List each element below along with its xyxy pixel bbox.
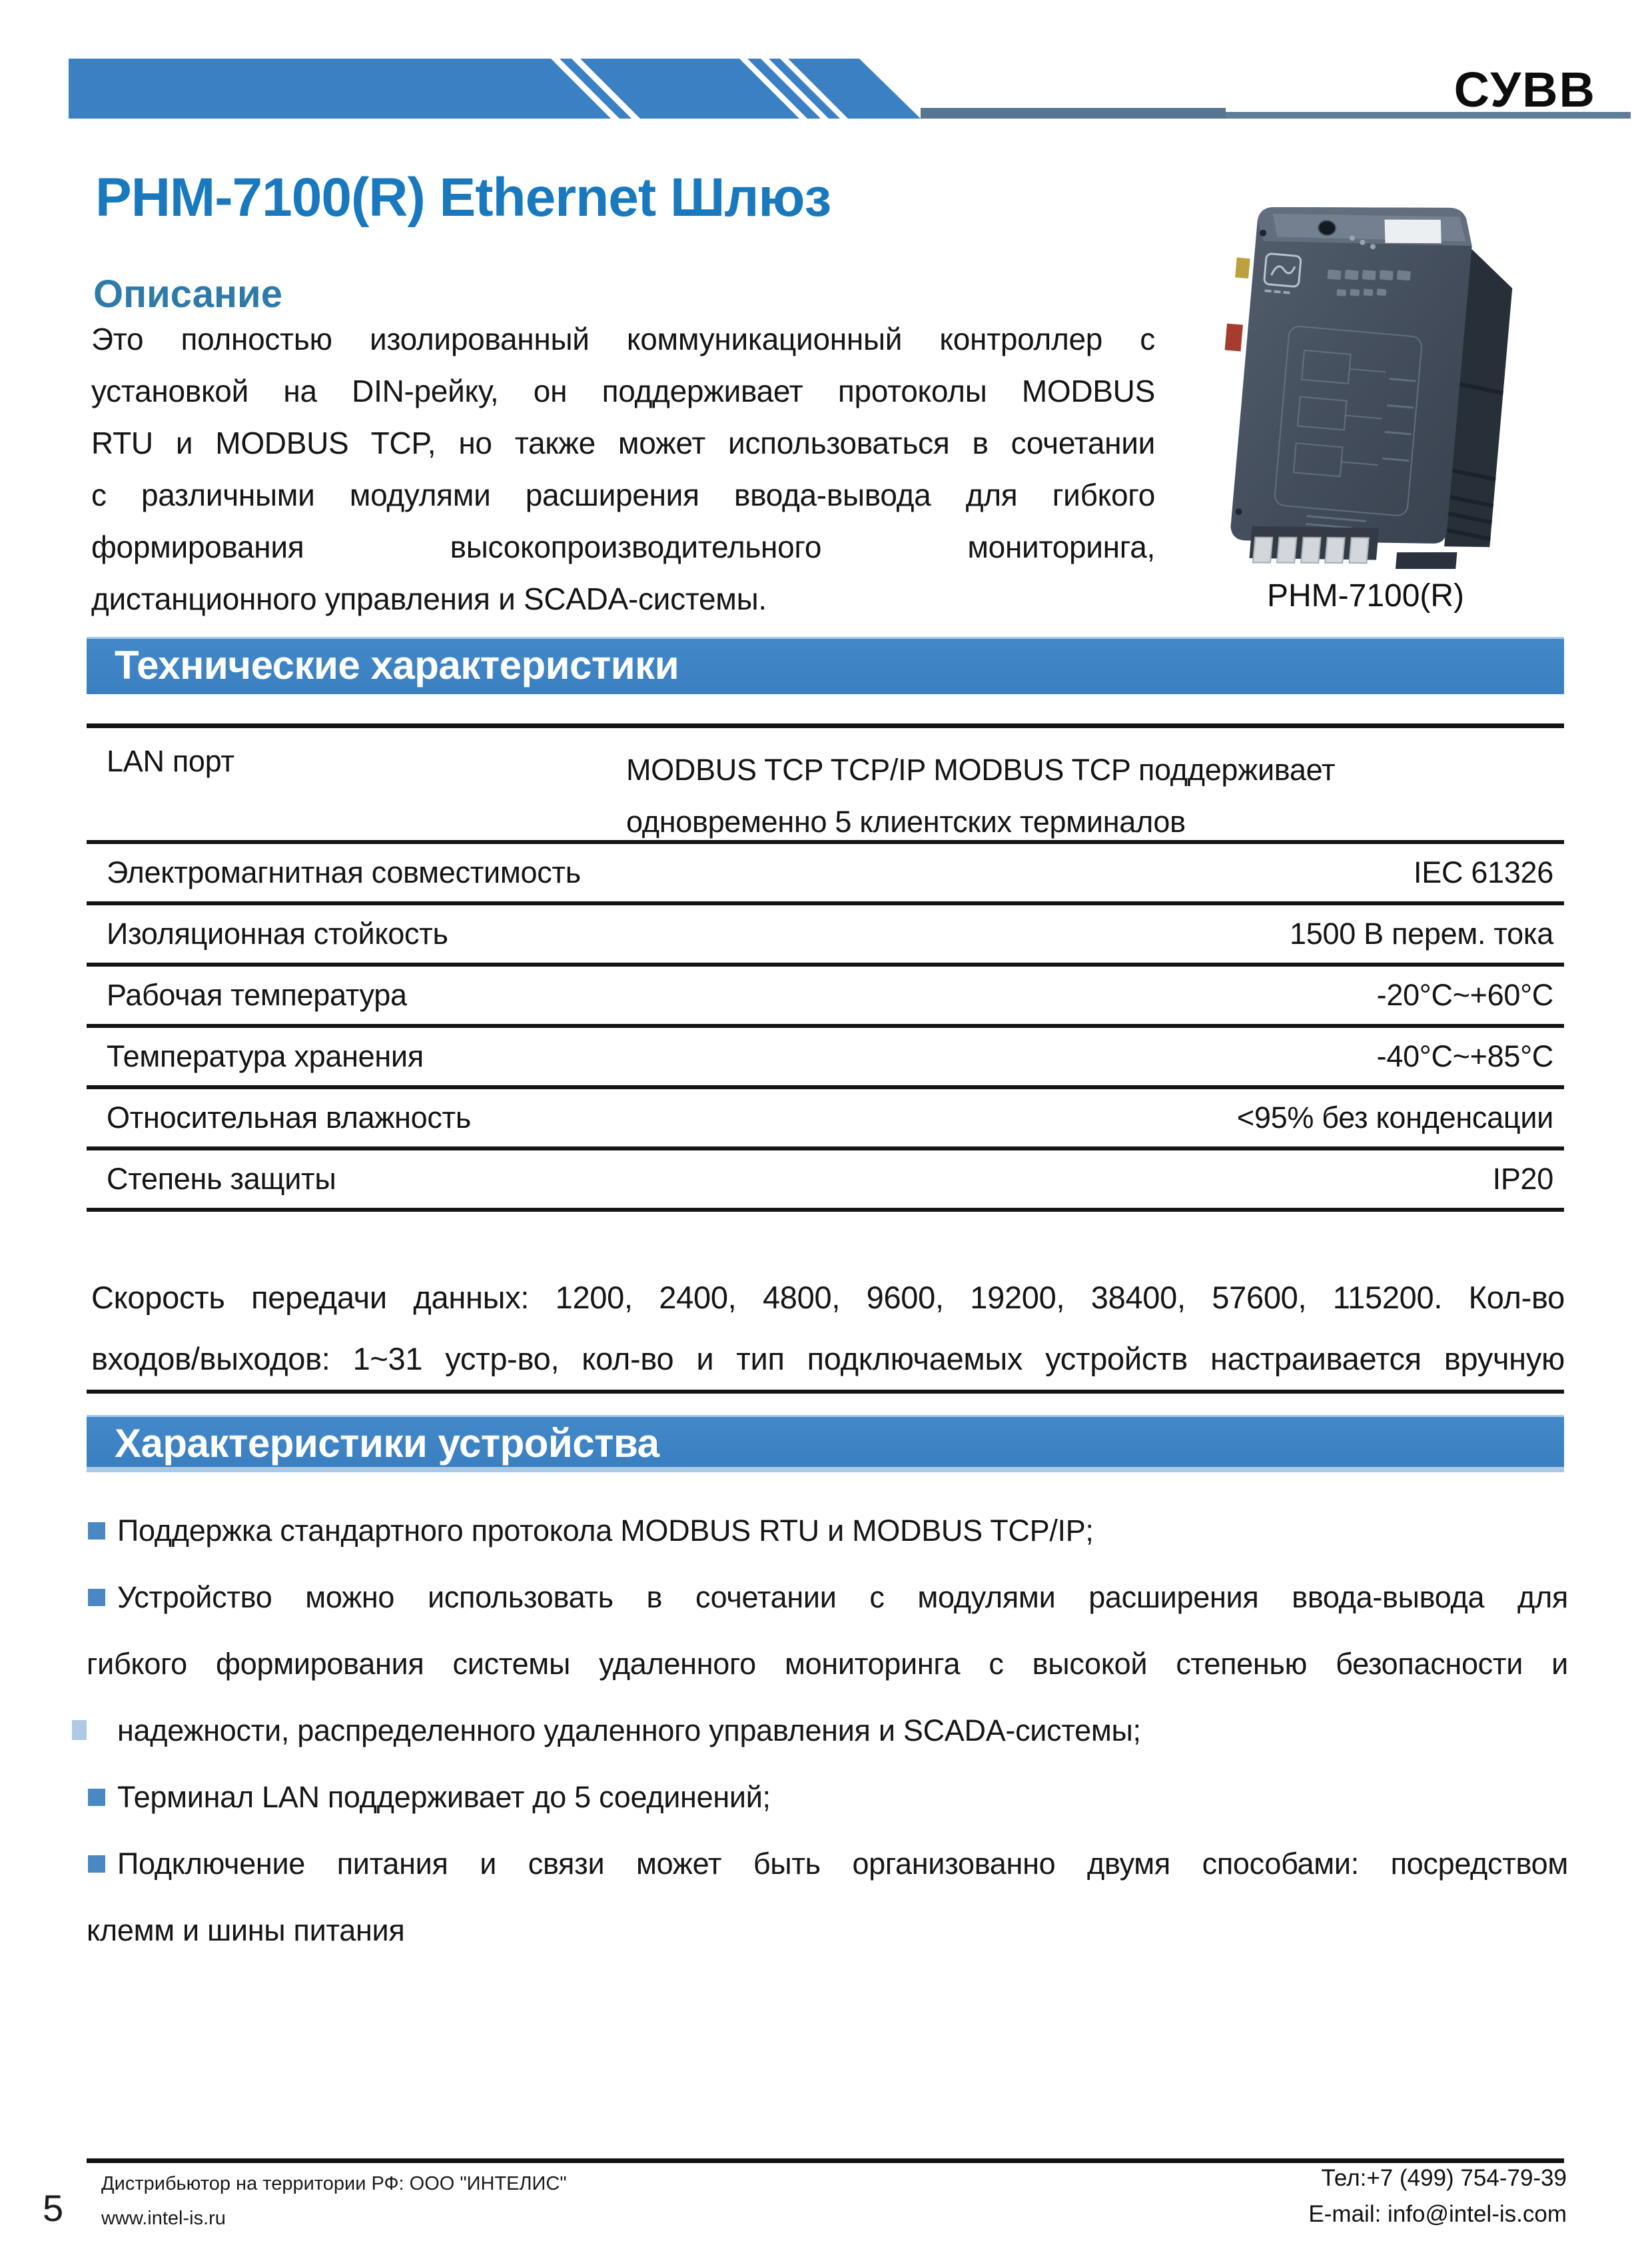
spec-row [87,728,1564,844]
product-figure [1192,176,1539,614]
text-line: Скорость передачи данных: 1200, 2400, 4800, 9600, 19200, 38400, 57600, 115200. Кол-во [91,1280,1565,1315]
features-section-header: Характеристики устройства [87,1415,1564,1472]
footer-phone: Тел:+7 (499) 754-79-39 [1321,2165,1567,2191]
spec-row [87,1089,1564,1150]
footer-rule [87,2158,1564,2163]
spec-label: Изоляционная стойкость [107,917,448,951]
header-banner [0,0,1652,127]
feature-line: надежности, распределенного удаленного управления и SCADA-системы; [87,1697,1568,1764]
bullet-square-icon [72,1720,87,1740]
text-line: с различными модулями расширения ввода-вывода для гибкого [91,478,1155,512]
description-paragraph [91,313,1155,625]
spec-value: <95% без конденсации [1236,1101,1553,1134]
brand-logo-text: СУВВ [1453,62,1596,117]
spec-label: LAN порт [107,744,234,778]
divider-rule [87,1390,1564,1394]
text-line: дистанционного управления и SCADA-системы. [91,582,767,616]
feature-list [87,1498,1568,1964]
page-title: PHM-7100(R) Ethernet Шлюз [95,167,831,228]
feature-line: Подключение питания и связи может быть организованно двумя способами: посредством [87,1831,1568,1897]
text-line: формирования высокопроизводительного мониторинга, [91,530,1155,564]
feature-line: Терминал LAN поддерживает до 5 соединений; [87,1764,1568,1831]
page-number: 5 [43,2187,64,2229]
spec-label: Степень защиты [107,1162,336,1196]
spec-label: Температура хранения [107,1039,424,1073]
feature-line: Поддержка стандартного протокола MODBUS RTU и MODBUS TCP/IP; [87,1498,1568,1564]
bullet-square-icon [88,1789,105,1806]
text-line: установкой на DIN-рейку, он поддерживает протоколы MODBUS [91,374,1155,408]
feature-line: Устройство можно использовать в сочетании с модулями расширения ввода-вывода для [87,1564,1568,1631]
spec-value: 1500 В перем. тока [1290,917,1553,951]
spec-label: Рабочая температура [107,978,407,1012]
spec-row [87,1028,1564,1089]
spec-row [87,1150,1564,1212]
bullet-square-icon [88,1855,105,1873]
speed-note-paragraph [91,1267,1565,1390]
spec-table [87,723,1564,1212]
specs-section-header: Технические характеристики [87,637,1564,694]
feature-line: клемм и шины питания [87,1913,405,1947]
product-image [1192,176,1539,569]
feature-line: гибкого формирования системы удаленного мониторинга с высокой степенью безопасности и [87,1647,1568,1681]
product-caption: PHM-7100(R) [1266,578,1465,614]
spec-row [87,905,1564,967]
text-line: RTU и MODBUS TCP, но также может использоваться в сочетании [91,426,1155,460]
spec-value: MODBUS TCP TCP/IP MODBUS TCP поддерживает одновременно 5 клиентских терминалов [626,753,1336,839]
description-heading: Описание [93,272,282,316]
spec-value: -20°C~+60°C [1376,978,1553,1012]
footer-distributor: Дистрибьютор на территории РФ: ООО "ИНТЕЛИС" [101,2173,567,2194]
spec-label: Электромагнитная совместимость [107,855,581,889]
spec-row [87,844,1564,905]
spec-row [87,967,1564,1028]
spec-value: IEC 61326 [1414,855,1553,889]
bullet-square-icon [88,1522,105,1540]
spec-label: Относительная влажность [107,1101,472,1134]
footer-email: E-mail: info@intel-is.com [1308,2201,1567,2227]
text-line: Это полностью изолированный коммуникационный контроллер с [91,322,1155,356]
spec-value: IP20 [1492,1162,1553,1196]
spec-value: -40°C~+85°C [1376,1039,1553,1073]
footer-website: www.intel-is.ru [101,2208,226,2229]
text-line: входов/выходов: 1~31 устр-во, кол-во и тип подключаемых устройств настраивается вручную [91,1341,1565,1376]
banner-graphic [0,0,1652,127]
bullet-square-icon [88,1589,105,1606]
